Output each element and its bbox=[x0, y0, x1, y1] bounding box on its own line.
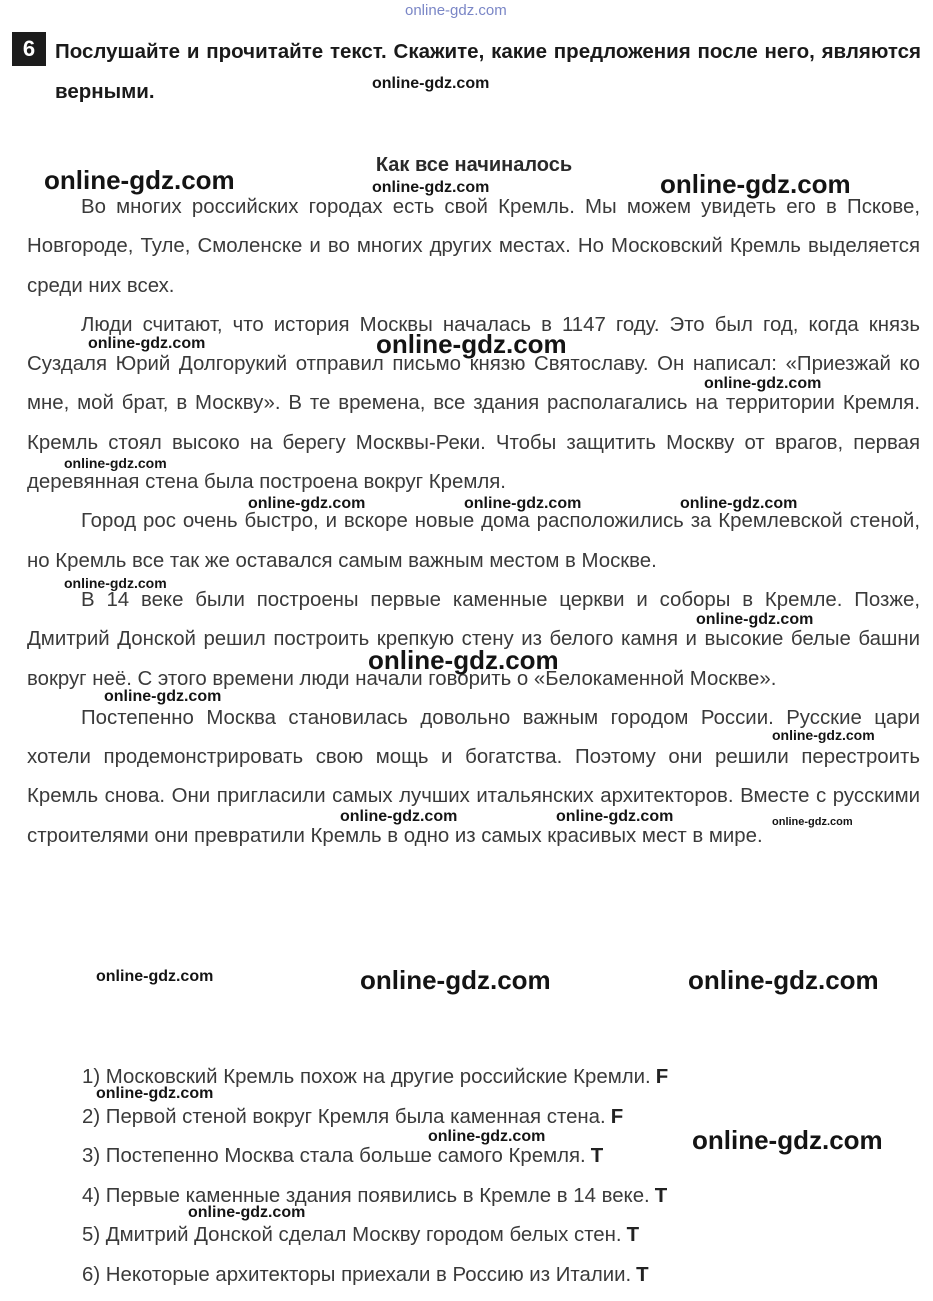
statement-item bbox=[82, 1256, 668, 1296]
watermark: online-gdz.com bbox=[368, 645, 559, 675]
answer-mark: F bbox=[655, 1066, 669, 1088]
statement-text: 3) Постепенно Москва стала больше самого Кремля. bbox=[82, 1145, 586, 1167]
paragraph: Люди считают, что история Москвы началась в 1147 году. Это был год, когда князь Суздаля Юрий Долгорукий отправил письмо князю Святославу. Он написал: «Приезжай ко мне, мой брат, в Москву». В те времена, все здания располагались на территории Кремля. Кремль стоял высоко на берегу Москвы-Реки. Чтобы защитить Москву от врагов, первая деревянная стена была построена вокруг Кремля. bbox=[27, 313, 920, 494]
paragraph: В 14 веке были построены первые каменные церкви и соборы в Кремле. Позже, Дмитрий Донской решил построить крепкую стену из белого камня и высокие белые башни вокруг неё. С этого времени люди начали говорить о «Белокаменной Москве». bbox=[27, 588, 920, 690]
statement-text: 2) Первой стеной вокруг Кремля была каменная стена. bbox=[82, 1105, 606, 1128]
watermark: online-gdz.com bbox=[376, 329, 567, 359]
watermark: online-gdz.com bbox=[248, 495, 366, 512]
watermark: online-gdz.com bbox=[64, 455, 167, 471]
watermark: online-gdz.com bbox=[96, 1085, 214, 1102]
statement-item bbox=[82, 1098, 668, 1138]
watermark: online-gdz.com bbox=[680, 495, 798, 512]
text-title: Как все начиналось bbox=[375, 154, 573, 176]
statement-item bbox=[82, 1137, 668, 1177]
statement-text: 6) Некоторые архитекторы приехали в Россию из Италии. bbox=[82, 1263, 632, 1286]
header-watermark: online-gdz.com bbox=[405, 2, 507, 19]
task-instruction: Послушайте и прочитайте текст. Скажите, какие предложения после него, являются верными. bbox=[55, 40, 921, 103]
watermark: online-gdz.com bbox=[44, 165, 235, 195]
watermark: online-gdz.com bbox=[372, 179, 490, 196]
watermark: online-gdz.com bbox=[556, 808, 674, 825]
watermark: online-gdz.com bbox=[428, 1128, 546, 1145]
watermark: online-gdz.com bbox=[704, 375, 822, 392]
watermark: online-gdz.com bbox=[360, 965, 551, 995]
paragraph: Постепенно Москва становилась довольно важным городом России. Русские цари хотели продемонстрировать свою мощь и богатства. Поэтому они решили перестроить Кремль снова. Они пригласили самых лучших итальянских архитекторов. Вместе с русскими строителями они превратили Кремль в одно из самых красивых мест в мире. bbox=[27, 706, 920, 847]
answer-mark: T bbox=[590, 1145, 604, 1167]
watermark: online-gdz.com bbox=[772, 816, 853, 828]
watermark: online-gdz.com bbox=[692, 1125, 883, 1155]
answer-mark: T bbox=[654, 1184, 668, 1207]
watermark: online-gdz.com bbox=[688, 965, 879, 995]
watermark: online-gdz.com bbox=[88, 335, 206, 352]
reading-text bbox=[27, 188, 920, 856]
statement-text: 4) Первые каменные здания появились в Кремле в 14 веке. bbox=[82, 1184, 650, 1207]
paragraph: Город рос очень быстро, и вскоре новые дома расположились за Кремлевской стеной, но Кремль все так же оставался самым важным местом в Москве. bbox=[27, 510, 920, 572]
statement-item bbox=[82, 1216, 668, 1256]
answer-mark: T bbox=[636, 1263, 649, 1286]
statement-text: 5) Дмитрий Донской сделал Москву городом белых стен. bbox=[82, 1224, 622, 1246]
answer-mark: F bbox=[610, 1105, 624, 1128]
task-number-badge: 6 bbox=[12, 32, 46, 66]
answer-mark: T bbox=[626, 1224, 640, 1246]
watermark: online-gdz.com bbox=[772, 727, 875, 743]
watermark: online-gdz.com bbox=[660, 169, 851, 199]
watermark: online-gdz.com bbox=[188, 1204, 306, 1221]
watermark: online-gdz.com bbox=[96, 968, 214, 985]
watermark: online-gdz.com bbox=[104, 688, 222, 705]
statement-item bbox=[82, 1177, 668, 1217]
statement-text: 1) Московский Кремль похож на другие российские Кремли. bbox=[82, 1066, 651, 1088]
watermark: online-gdz.com bbox=[696, 611, 814, 628]
watermark: online-gdz.com bbox=[372, 75, 490, 92]
watermark: online-gdz.com bbox=[340, 808, 458, 825]
watermark: online-gdz.com bbox=[64, 575, 167, 591]
paragraph: Во многих российских городах есть свой Кремль. Мы можем увидеть его в Пскове, Новгороде, Туле, Смоленске и во многих других местах. Но Московский Кремль выделяется среди них всех. bbox=[27, 196, 920, 297]
watermark: online-gdz.com bbox=[464, 495, 582, 512]
